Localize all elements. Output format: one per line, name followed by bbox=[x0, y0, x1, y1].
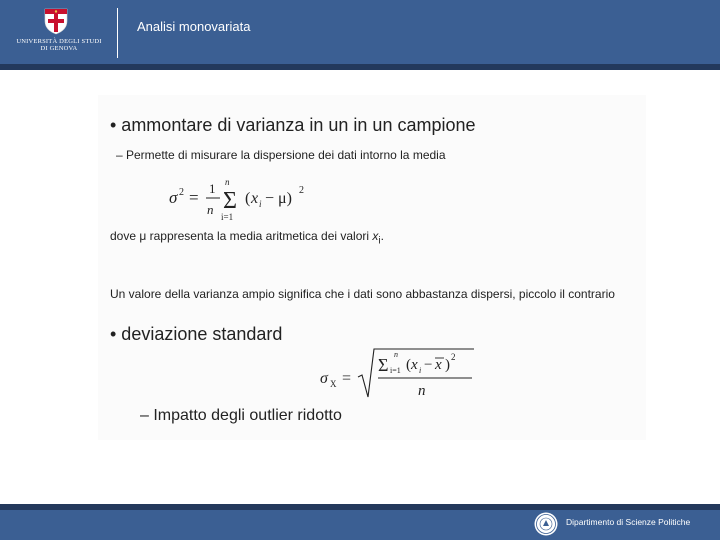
svg-text:=: = bbox=[342, 370, 352, 387]
svg-text:(: ( bbox=[406, 357, 411, 373]
variance-note-var: x bbox=[372, 229, 379, 243]
sub-point-variance: – Permette di misurare la dispersione dei dati intorno la media bbox=[116, 148, 446, 162]
svg-text:x: x bbox=[411, 357, 418, 373]
university-crest-icon bbox=[43, 7, 69, 35]
bullet-variance: • ammontare di varianza in un in un campione bbox=[110, 115, 476, 135]
svg-text:X: X bbox=[330, 379, 337, 389]
svg-text:x: x bbox=[251, 190, 259, 207]
variance-note-end: . bbox=[380, 229, 384, 243]
svg-text:n: n bbox=[225, 177, 230, 187]
svg-text:n: n bbox=[394, 350, 398, 359]
variance-interpretation: Un valore della varianza ampio significa che i dati sono abbastanza dispersi, piccolo il contrario bbox=[110, 287, 615, 301]
university-logo bbox=[0, 0, 118, 64]
bullet-std-deviation: • deviazione standard bbox=[110, 324, 283, 344]
header-bar bbox=[0, 0, 720, 64]
svg-text:−: − bbox=[424, 357, 433, 373]
svg-text:=: = bbox=[189, 188, 199, 207]
variance-note-text: dove μ rappresenta la media aritmetica dei valori bbox=[110, 229, 373, 243]
std-deviation-formula bbox=[318, 345, 478, 401]
variance-note-sub: i bbox=[378, 235, 381, 247]
svg-text:n: n bbox=[418, 383, 426, 399]
svg-text:Σ: Σ bbox=[378, 355, 389, 375]
svg-text:i=1: i=1 bbox=[221, 212, 234, 221]
svg-text:i=1: i=1 bbox=[390, 366, 401, 375]
svg-text:i: i bbox=[259, 199, 262, 209]
sub-point-outliers: – Impatto degli outlier ridotto bbox=[140, 407, 342, 424]
svg-text:2: 2 bbox=[179, 187, 184, 198]
svg-text:x: x bbox=[435, 357, 442, 373]
svg-text:2: 2 bbox=[299, 185, 304, 196]
department-seal-icon bbox=[534, 512, 558, 536]
department-name: Dipartimento di Scienze Politiche bbox=[566, 517, 691, 527]
svg-text:i: i bbox=[419, 366, 422, 375]
svg-text:2: 2 bbox=[451, 352, 456, 362]
svg-text:σ: σ bbox=[320, 370, 328, 387]
svg-text:n: n bbox=[207, 202, 214, 217]
svg-text:1: 1 bbox=[209, 181, 216, 196]
variance-note bbox=[110, 229, 384, 246]
header-stripe bbox=[0, 64, 720, 70]
svg-text:Σ: Σ bbox=[223, 188, 237, 214]
svg-text:− μ): − μ) bbox=[265, 190, 292, 207]
university-name-line2: DI GENOVA bbox=[40, 45, 78, 52]
university-name-line1: UNIVERSITÀ DEGLI STUDI bbox=[16, 38, 102, 45]
svg-text:): ) bbox=[445, 357, 450, 373]
svg-text:σ: σ bbox=[169, 188, 178, 207]
header-divider bbox=[117, 8, 118, 58]
svg-text:(: ( bbox=[245, 190, 251, 207]
variance-formula bbox=[165, 173, 325, 221]
deck-title: Analisi monovariata bbox=[137, 19, 251, 34]
university-name bbox=[4, 38, 114, 52]
